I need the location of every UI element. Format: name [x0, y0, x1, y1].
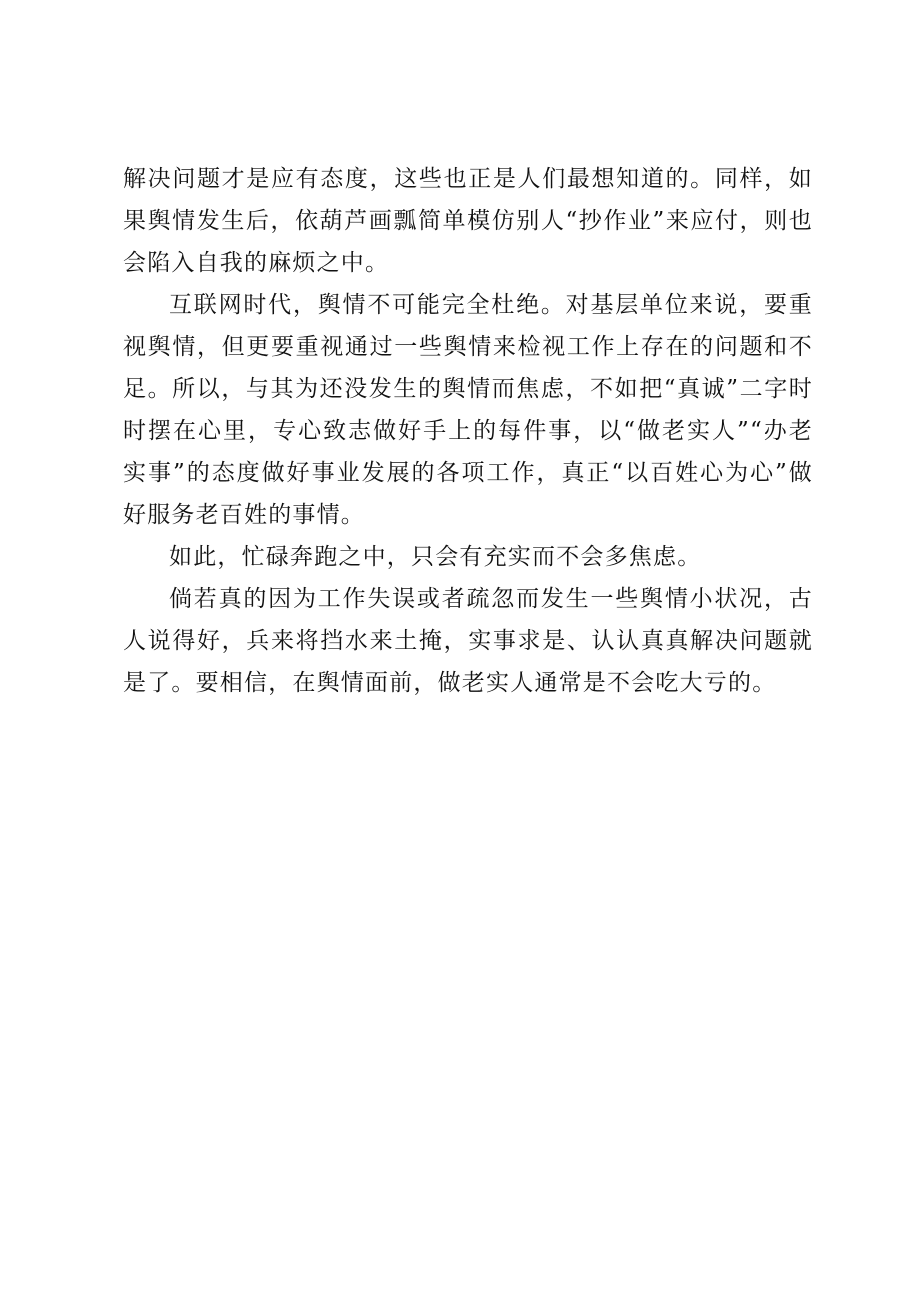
paragraph-conclusion: 倘若真的因为工作失误或者疏忽而发生一些舆情小状况，古人说得好，兵来将挡水来土掩，实事求是、认认真真解决问题就是了。要相信，在舆情面前，做老实人通常是不会吃大亏的。 [123, 586, 813, 696]
paragraph-no-anxiety: 如此，忙碌奔跑之中，只会有充实而不会多焦虑。 [169, 544, 702, 570]
article-body [123, 158, 813, 704]
paragraph-internet-era: 互联网时代，舆情不可能完全杜绝。对基层单位来说，要重视舆情，但更要重视通过一些舆情来检视工作上存在的问题和不足。所以，与其为还没发生的舆情而焦虑，不如把“真诚”二字时时摆在心里，专心致志做好手上的每件事，以“做老实人”“办老实事”的态度做好事业发展的各项工作，真正“以百姓心为心”做好服务老百姓的事情。 [123, 292, 813, 528]
paragraph-continuation: 解决问题才是应有态度，这些也正是人们最想知道的。同样，如果舆情发生后，依葫芦画瓢简单模仿别人“抄作业”来应付，则也会陷入自我的麻烦之中。 [123, 166, 813, 276]
